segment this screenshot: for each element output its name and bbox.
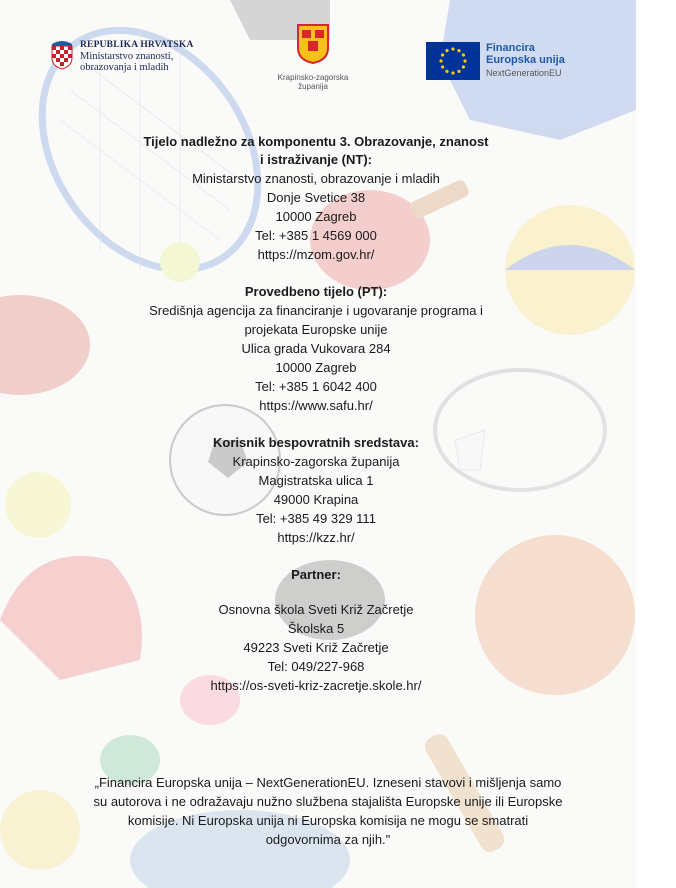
eu-funding-logo [426,42,565,80]
disclaimer-line3: komisije. Ni Europska unija ni Europska komisija ne mogu se smatrati [127,813,529,828]
section-partner [96,566,536,695]
county-logo-line2: županija [298,82,328,91]
county-coat-of-arms-icon [297,24,329,64]
nt-website-link[interactable]: https://mzom.gov.hr/ [257,247,375,262]
croatia-logo-line2: Ministarstvo znanosti, [80,51,174,62]
county-logo-line1: Krapinsko-zagorska [277,73,349,82]
partner-website-link[interactable]: https://os-sveti-kriz-zacretje.skole.hr/ [210,678,422,693]
disclaimer-line4: odgovornima za njih." [265,832,391,847]
partner-address: Školska 5 [287,621,345,636]
section-pt [96,283,536,415]
nt-address: Donje Svetice 38 [266,190,366,205]
partner-phone: Tel: 049/227-968 [267,659,365,674]
pt-website-link[interactable]: https://www.safu.hr/ [259,398,373,413]
disclaimer-line2: su autorova i ne odražavaju nužno službena stajališta Europske unije ili Europske [93,794,563,809]
croatia-coat-of-arms-icon [50,40,74,70]
pt-organization-line1: Središnja agencija za financiranje i ugovaranje programa i [149,303,483,318]
section-nt-heading-line1: Tijelo nadležno za komponentu 3. Obrazovanje, znanost [143,134,489,149]
section-pt-heading: Provedbeno tijelo (PT): [244,284,388,299]
pt-organization-line2: projekata Europske unije [244,322,388,337]
beneficiary-organization: Krapinsko-zagorska županija [232,454,400,469]
county-logo [268,24,358,91]
section-beneficiary [96,434,536,547]
croatia-logo-line1: REPUBLIKA HRVATSKA [80,40,194,50]
nt-phone: Tel: +385 1 4569 000 [255,228,377,243]
croatia-logo-line3: obrazovanja i mladih [80,62,169,73]
nt-city: 10000 Zagreb [275,209,357,224]
pt-city: 10000 Zagreb [275,360,357,375]
partner-city: 49223 Sveti Križ Začretje [243,640,389,655]
contact-sections [96,133,536,695]
beneficiary-city: 49000 Krapina [273,492,359,507]
pt-address: Ulica grada Vukovara 284 [241,341,391,356]
eu-logo-line3: NextGenerationEU [486,68,562,78]
section-partner-heading: Partner: [291,567,341,582]
section-beneficiary-heading: Korisnik bespovratnih sredstava: [213,435,419,450]
pt-phone: Tel: +385 1 6042 400 [255,379,377,394]
eu-logo-line2: Europska unija [486,54,565,66]
beneficiary-address: Magistratska ulica 1 [258,473,374,488]
partner-organization: Osnovna škola Sveti Križ Začretje [218,602,414,617]
eu-flag-icon [426,42,480,80]
beneficiary-website-link[interactable]: https://kzz.hr/ [277,530,355,545]
croatia-ministry-logo [50,40,194,73]
beneficiary-phone: Tel: +385 49 329 111 [256,511,376,526]
eu-disclaimer [68,773,588,849]
eu-logo-line1: Financira [486,42,535,54]
section-nt-heading-line2: i istraživanje (NT): [260,152,372,167]
section-nt [96,133,536,264]
disclaimer-line1: „Financira Europska unija – NextGenerationEU. Izneseni stavovi i mišljenja samo [94,775,562,790]
nt-organization: Ministarstvo znanosti, obrazovanje i mladih [192,171,440,186]
